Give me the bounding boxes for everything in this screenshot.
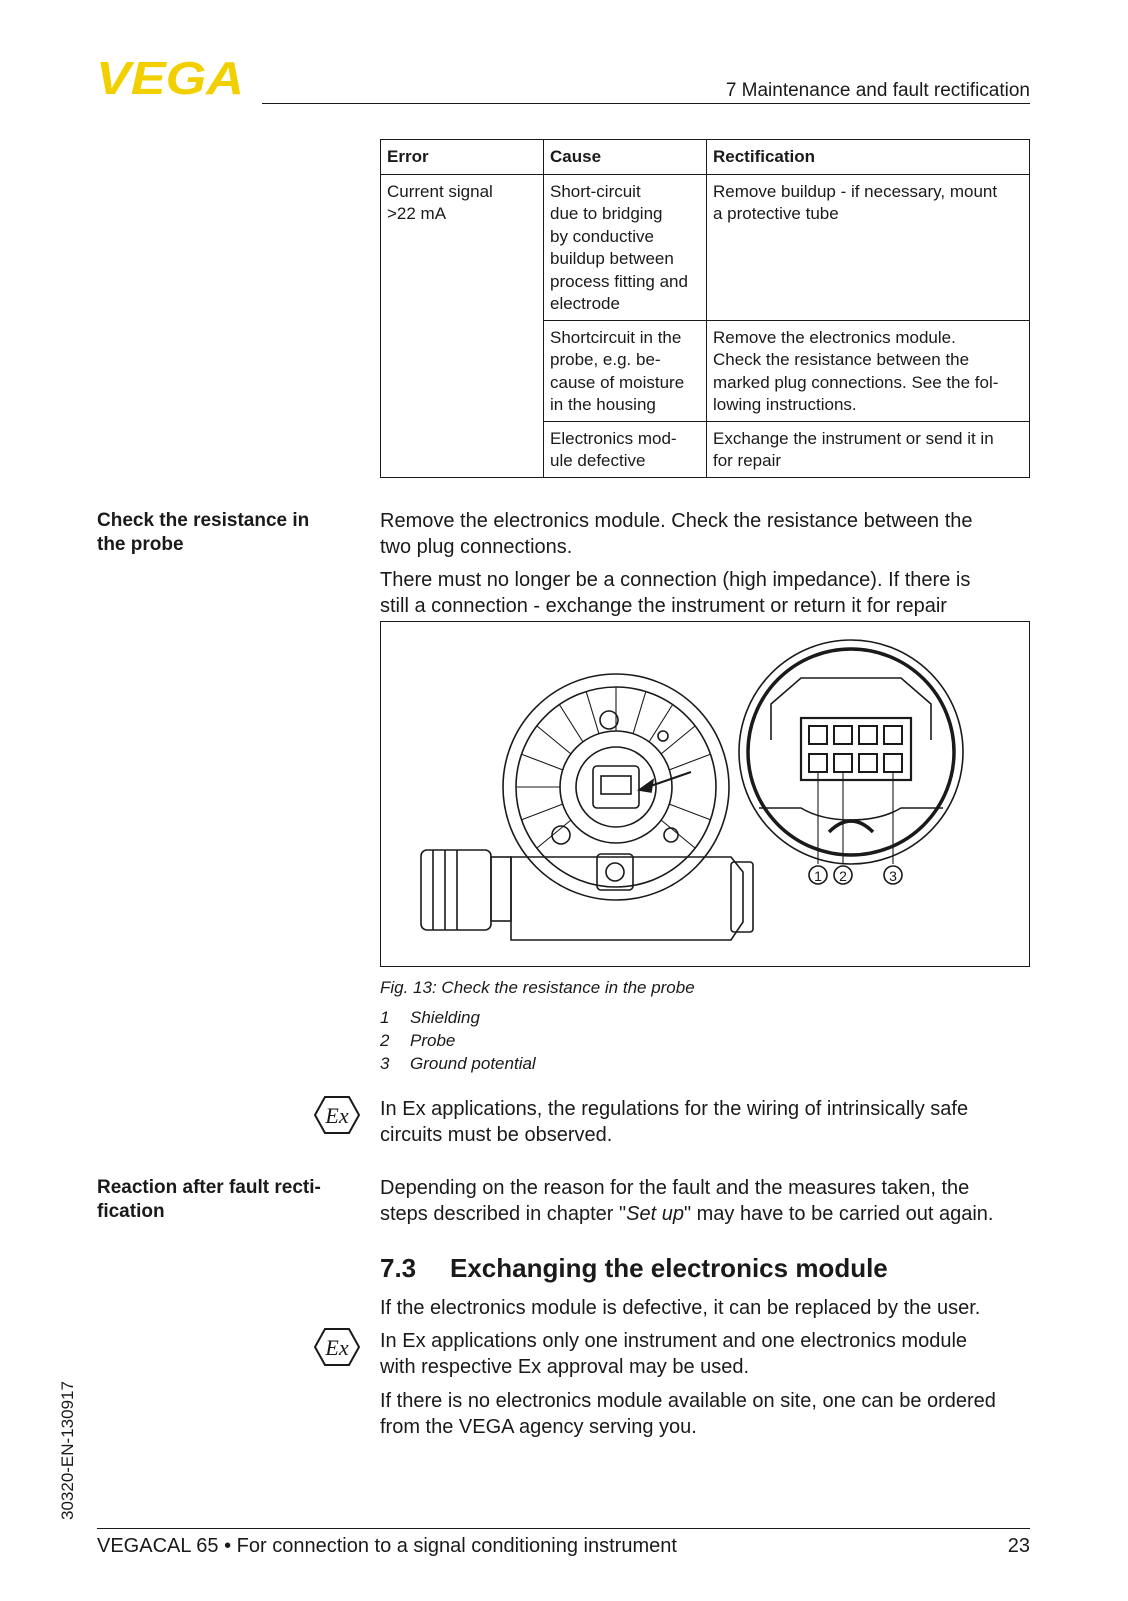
check-resistance-para-2: There must no longer be a connection (high impedance). If there is still a connection - exchange the instrument or return it for repair [380, 569, 971, 617]
header-section-title: 7 Maintenance and fault rectification [725, 80, 1030, 101]
callout-2: 2 [839, 868, 847, 884]
ex-note-wiring: In Ex applications, the regulations for the wiring of intrinsically safe circuits must be observed. [380, 1098, 969, 1146]
section-7-3-para-1: If the electronics module is defective, it can be replaced by the user. [380, 1297, 981, 1319]
figure-caption: Fig. 13: Check the resistance in the probe [380, 978, 695, 997]
ex-hexagon-icon [313, 1095, 361, 1135]
legend-number: 3 [380, 1054, 390, 1073]
legend-text: Probe [410, 1031, 456, 1050]
legend-number: 2 [380, 1031, 390, 1050]
column-header: Error [381, 140, 544, 175]
table-cell-cause: Electronics mod- ule defective [544, 421, 707, 477]
reaction-text-italic: Set up [626, 1203, 684, 1225]
figure-probe-resistance [380, 621, 1030, 967]
side-label-reaction: Reaction after fault recti- fication [97, 1177, 321, 1222]
header-rule [262, 103, 1030, 104]
logo-text: VEGA [96, 58, 244, 100]
ex-hexagon-icon [313, 1327, 361, 1367]
table-cell-rectification: Exchange the instrument or send it in for repair [707, 421, 1030, 477]
document-number [50, 1340, 90, 1520]
legend-item [380, 1007, 480, 1029]
table-cell-error: Current signal >22 mA [381, 174, 544, 477]
legend-item [380, 1030, 455, 1052]
page-number: 23 [1007, 1535, 1030, 1557]
reaction-text-after: " may have to be carried out again. [683, 1203, 994, 1225]
fault-table [380, 139, 1030, 478]
callout-1: 1 [814, 868, 822, 884]
reaction-text [380, 1175, 1035, 1227]
table-cell-cause: Short-circuit due to bridging by conductive buildup between process fitting and electrode [544, 174, 707, 320]
footer-product-line: VEGACAL 65 • For connection to a signal conditioning instrument [97, 1535, 677, 1557]
document-number-text: 30320-EN-130917 [58, 1381, 77, 1520]
section-7-3-para-2: In Ex applications only one instrument and one electronics module with respective Ex approval may be used. [380, 1330, 968, 1378]
ex-symbol-text: Ex [325, 1103, 349, 1128]
section-number: 7.3 [380, 1253, 417, 1283]
probe-illustration [381, 622, 1029, 966]
legend-text: Shielding [410, 1008, 480, 1027]
footer-rule [97, 1528, 1030, 1529]
table-row [381, 174, 1030, 320]
table-cell-rectification: Remove the electronics module. Check the resistance between the marked plug connections. See the fol- lowing instructions. [707, 320, 1030, 421]
column-header: Rectification [707, 140, 1030, 175]
section-heading-7-3 [380, 1253, 888, 1284]
table-cell-cause: Shortcircuit in the probe, e.g. be- cause of moisture in the housing [544, 320, 707, 421]
vega-logo [96, 58, 246, 100]
section-7-3-para-3: If there is no electronics module available on site, one can be ordered from the VEGA agency serving you. [380, 1390, 996, 1438]
table-cell-rectification: Remove buildup - if necessary, mount a protective tube [707, 174, 1030, 320]
side-label-check-resistance: Check the resistance in the probe [97, 510, 310, 555]
callout-3: 3 [889, 868, 897, 884]
legend-number: 1 [380, 1008, 390, 1027]
column-header: Cause [544, 140, 707, 175]
legend-text: Ground potential [410, 1054, 536, 1073]
reaction-text-before: Depending on the reason for the fault and the measures taken, the steps described in chapter " [380, 1177, 970, 1225]
table-header-row [381, 140, 1030, 175]
check-resistance-para-1: Remove the electronics module. Check the resistance between the two plug connections. [380, 510, 973, 558]
legend-item [380, 1053, 536, 1075]
section-title: Exchanging the electronics module [450, 1253, 888, 1283]
ex-symbol-text: Ex [325, 1335, 349, 1360]
